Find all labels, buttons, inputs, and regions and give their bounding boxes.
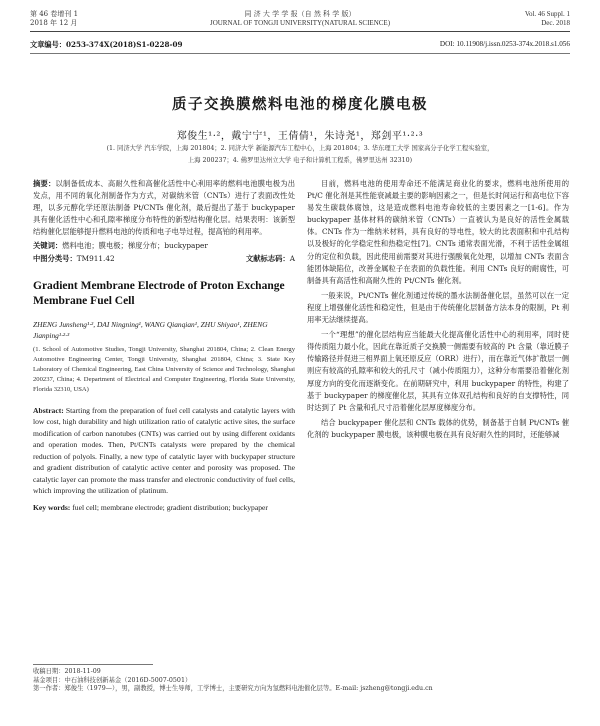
body-paragraph-4: 结合 buckypaper 催化层和 CNTs 载体的优势，制备基于自制 Pt/CNTs 催化剂的 buckypaper 膜电极，该种膜电极在具有良好耐久性的同时，还能够减 <box>307 417 569 439</box>
left-column <box>33 178 295 513</box>
clc-value: TM911.42 <box>76 253 115 263</box>
abstract-cn-label: 摘要： <box>33 179 56 188</box>
clc-block <box>33 253 115 265</box>
header-left <box>30 10 170 28</box>
article-number: 文章编号：0253-374X(2018)S1-0228-09 <box>30 40 183 49</box>
doi: DOI: 10.11908/j.issn.0253-374x.2018.s1.056 <box>439 40 570 48</box>
clc-label: 中图分类号： <box>33 253 77 263</box>
doc-code-block <box>246 253 295 265</box>
abstract-en <box>33 405 295 497</box>
received-date: 收稿日期：2018-11-09 <box>33 668 101 675</box>
header-center <box>150 10 450 28</box>
header-right <box>450 10 570 28</box>
affiliation-cn-2: 上海 200237；4. 佛罗里达州立大学 电子和计算机工程系，佛罗里达州 32310) <box>187 157 413 164</box>
meta-rule <box>30 53 570 54</box>
journal-name-en: JOURNAL OF TONGJI UNIVERSITY(NATURAL SCIENCE) <box>209 19 391 27</box>
doc-code-value: A <box>289 253 295 263</box>
keywords-en-label: Key words: <box>33 502 71 512</box>
volume-issue: 第 46 卷增刊 1 <box>30 10 79 18</box>
authors-en: ZHENG Junsheng¹·², DAI Ningning¹, WANG Qianqian¹, ZHU Shiyao¹, ZHENG Jianping¹·²·³ <box>33 319 268 340</box>
affiliation-cn-1: (1. 同济大学 汽车学院，上海 201804；2. 同济大学 新能源汽车工程中心，上海 201804；3. 华东理工大学 国家高分子化学工程实验室， <box>106 145 494 152</box>
footnote <box>33 668 570 694</box>
body-paragraph-3: 一个“理想”的催化层结构应当能最大化提高催化活性中心的利用率，同时使得传质阻力最小化，因此在靠近质子交换膜一侧需要有较高的 Pt 含量（靠近膜子传输路径并促进三相界面上氧还原反应（ORR）进行），而在靠近气体扩散层一侧则应有较高的孔隙率和较大的孔尺寸（减小传质阻力），这种分布需要沿着催化剂厚度方向的变化而逐渐变化。在前期研究中，利用 buckypaper 的特性，构建了基于 buckypaper 的梯度催化层，其具有立体双孔结构和良好的自支撑特性，同时达到了 Pt 含量和孔尺寸沿着催化层厚度梯度分布。 <box>307 330 569 412</box>
abstract-en-text: Starting from the preparation of fuel cell catalysts and catalytic layers with low cost, high durability and high utilization ratio of catalytic active sites, the surface modification of carbon nanotubes (CNTs) was carried out by using different oxidants and operation modes. Then, Pt/CNTs catalysts were prepared by the chemical reduction of polyols. Finally, a new type of catalytic layer with buckypaper structure and gradient distribution of catalytic active center and porosity was proposed. The catalytic layer can promote the mass transfer and electronic conductivity of fuel cells, which improving the utilization of platinum. <box>33 405 295 496</box>
keywords-en <box>33 502 295 514</box>
keywords-cn-label: 关键词： <box>33 241 63 251</box>
affiliation-en: (1. School of Automotive Studies, Tongji University, Shanghai 201804, China; 2. Clean Energy Automotive Engineering Center, Tongji University, Shanghai 201804, China; 3. State Key Laboratory of Chemical Engineering, East China University of Science and Technology, Shanghai 200237, China; 4. Department of Electrical and Computer Engineering, Florida State University, Florida 32310, USA) <box>33 345 295 393</box>
doc-code-label: 文献标志码： <box>245 253 290 263</box>
journal-name-cn: 同 济 大 学 学 报（自 然 科 学 版） <box>244 10 356 18</box>
keywords-cn-text: 燃料电池；膜电极；梯度分布；buckypaper <box>62 241 208 251</box>
title-cn: 质子交换膜燃料电池的梯度化膜电极 <box>172 97 428 113</box>
keywords-cn <box>33 240 295 252</box>
body-paragraph-1: 目前，燃料电池的使用寿命还不能满足商业化的要求，燃料电池所使用的 Pt/C 催化剂是其性能衰减最主要的影响因素之一，但是长时间运行和高电位下容易发生碳载体腐蚀，这是造成燃料电池寿命较低的主要因素之一[1-6]。作为 buckypaper 基体材料的碳纳米管（CNTs）一直被认为是良好的活性金属载体。CNTs 作为一维纳米材料，具有良好的导电性，较大的比表面积和中孔结构以及极好的化学稳定性和热稳定性[7]。CNTs 通常表面光滑，不利于活性金属组分的定位和负载，因此使用前需要对其进行强酸氧化处理，以增加 CNTs 表面含能团体缺陷位，改善金属粒子在表面的负载性能。利用 CNTs 良好的耐腐性，可制备具有高活性和高耐久性的 Pt/CNTs 催化剂。 <box>307 179 569 285</box>
author-bio: 第一作者：郑俊生（1979—），男，副教授，博士生导师，工学博士，主要研究方向为氢燃料电池催化层等。E-mail: jszheng@tongji.edu.cn <box>33 685 433 693</box>
abstract-en-label: Abstract: <box>33 405 64 415</box>
classification-cn <box>33 253 295 265</box>
header-rule <box>30 31 570 32</box>
body-paragraph-2: 一般来说，Pt/CNTs 催化剂通过传统的墨水法制备催化层，虽然可以在一定程度上增强催化活性和稳定性，但是由于传统催化层制备方法本身的限制，Pt 利用率无法继续提高。 <box>307 290 569 325</box>
abstract-cn-text: 以制备低成本、高耐久性和高催化活性中心利用率的燃料电池膜电极为出发点，用不同的氧化剂制备作为方式，对碳纳米管（CNTs）进行了表面改性处理，以多元醇化学还原法制备 Pt/CNTs 催化剂，最后提出了基于 buckypaper 具有催化活性中心和孔隙率梯度分布特性的新型结构催化层。结果表明：该新型结构催化层能够提升燃料电池的传质和电子电导过程，提高铂的利用率。 <box>33 179 296 237</box>
publication-date: 2018 年 12 月 <box>30 19 78 27</box>
title-en: Gradient Membrane Electrode of Proton Exchange Membrane Fuel Cell <box>33 279 285 307</box>
date-en: Dec. 2018 <box>541 19 570 27</box>
authors-cn: 郑俊生¹·²，戴宁宁¹，王倩倩¹，朱诗尧¹，郑剑平¹·²·³ <box>176 131 424 142</box>
fund-info: 基金项目：中石油科技创新基金（2016D-5007-0501） <box>33 676 192 684</box>
right-column <box>307 178 569 441</box>
abstract-cn <box>33 178 295 238</box>
volume-en: Vol. 46 Suppl. 1 <box>524 10 570 18</box>
footnote-rule <box>33 664 153 665</box>
keywords-en-text: fuel cell; membrane electrode; gradient distribution; buckypaper <box>70 502 268 512</box>
